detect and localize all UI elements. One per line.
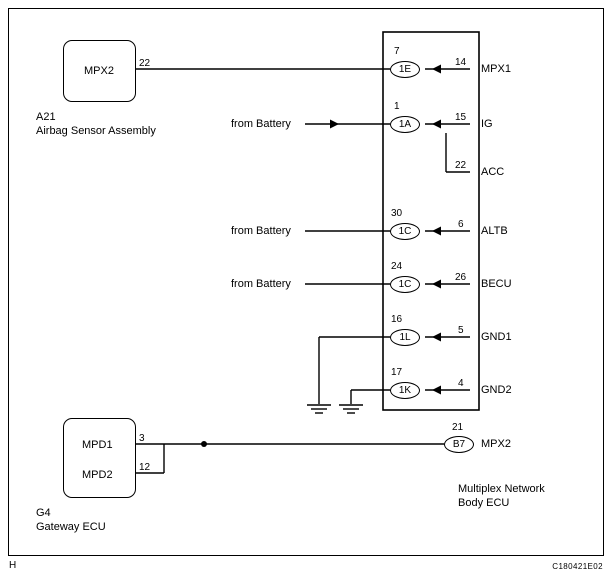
gateway-pin-12: 12 [139, 462, 151, 473]
row-7-top-number: 21 [452, 422, 464, 433]
figure-code: C180421E02 [552, 562, 603, 571]
row-6-connector-oval: 1K [390, 382, 420, 399]
row-0-top-number: 7 [394, 46, 400, 57]
row-6-right-number: 4 [458, 378, 464, 389]
row-0-signal-label: MPX1 [481, 63, 511, 75]
row-4-connector-oval: 1C [390, 276, 420, 293]
row-7-signal-label: MPX2 [481, 438, 511, 450]
row-6-signal-label: GND2 [481, 384, 512, 396]
row-3-top-number: 30 [391, 208, 403, 219]
body-ecu-caption-line2: Body ECU [458, 497, 510, 509]
gateway-pin-3: 3 [139, 433, 145, 444]
row-5-signal-label: GND1 [481, 331, 512, 343]
battery-label-ig: from Battery [231, 118, 291, 130]
corner-mark: H [9, 560, 17, 571]
body-ecu-caption-line1: Multiplex Network [458, 483, 545, 495]
battery-label-altb: from Battery [231, 225, 291, 237]
row-1-signal-label: IG [481, 118, 493, 130]
gateway-caption-code: G4 [36, 507, 51, 519]
gateway-port-label-mpd2: MPD2 [82, 469, 113, 481]
gateway-ecu-box [63, 418, 136, 498]
airbag-caption-name: Airbag Sensor Assembly [36, 125, 156, 137]
row-7-connector-oval: B7 [444, 436, 474, 453]
row-4-right-number: 26 [455, 272, 467, 283]
row-1-top-number: 1 [394, 101, 400, 112]
airbag-port-label: MPX2 [84, 65, 114, 77]
gateway-caption-name: Gateway ECU [36, 521, 106, 533]
row-1-connector-oval: 1A [390, 116, 420, 133]
battery-label-becu: from Battery [231, 278, 291, 290]
row-1-right-number: 15 [455, 112, 467, 123]
airbag-caption-code: A21 [36, 111, 56, 123]
row-4-signal-label: BECU [481, 278, 512, 290]
row-3-signal-label: ALTB [481, 225, 508, 237]
row-3-right-number: 6 [458, 219, 464, 230]
row-6-top-number: 17 [391, 367, 403, 378]
row-0-connector-oval: 1E [390, 61, 420, 78]
row-5-top-number: 16 [391, 314, 403, 325]
row-4-top-number: 24 [391, 261, 403, 272]
gateway-port-label-mpd1: MPD1 [82, 439, 113, 451]
row-0-right-number: 14 [455, 57, 467, 68]
row-2-signal-label: ACC [481, 166, 505, 178]
row-3-connector-oval: 1C [390, 223, 420, 240]
row-2-right-number: 22 [455, 160, 467, 171]
airbag-pin-number: 22 [139, 58, 151, 69]
row-5-connector-oval: 1L [390, 329, 420, 346]
row-5-right-number: 5 [458, 325, 464, 336]
